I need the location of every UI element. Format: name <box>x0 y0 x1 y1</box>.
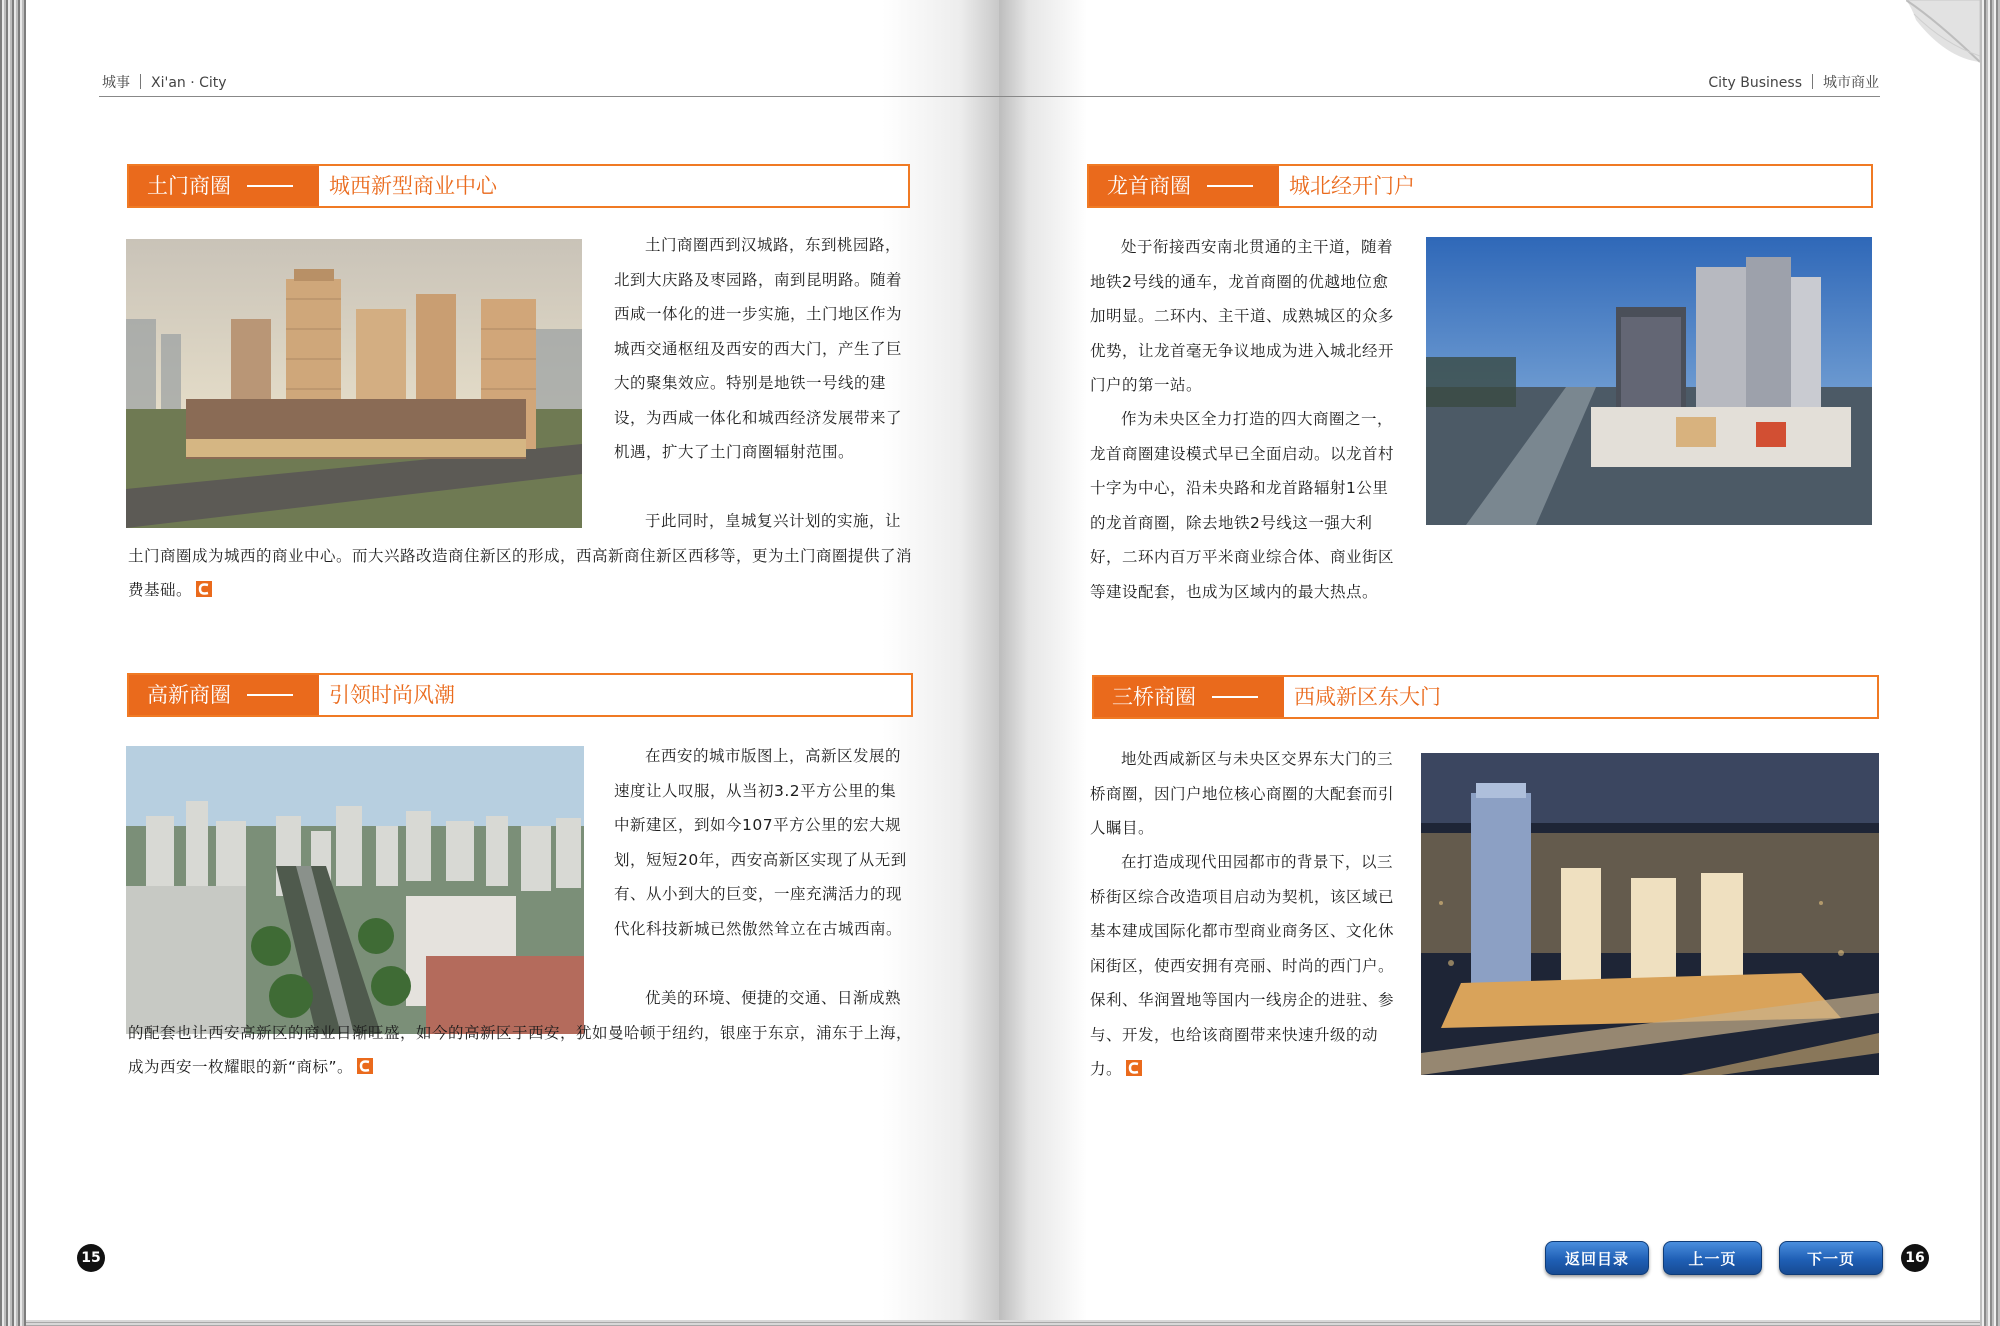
section-subtitle: 引领时尚风潮 <box>329 683 455 707</box>
tumen-text-wide: 于此同时，皇城复兴计划的实施，让土门商圈成为城西的商业中心。而大兴路改造商住新区的形成，西高新商住新区西移等，更为土门商圈提供了消费基础。 <box>128 512 913 599</box>
header-rule-left <box>99 96 999 97</box>
sanqiao-district-photo <box>1421 753 1879 1075</box>
next-page-button[interactable]: 下一页 <box>1779 1241 1883 1275</box>
gaoxin-text-wide: 优美的环境、便捷的交通、日渐成熟的配套也让西安高新区的商业日渐旺盛，如今的高新区于西安，犹如曼哈顿于纽约，银座于东京，浦东于上海，成为西安一枚耀眼的新“商标”。 <box>128 989 913 1076</box>
running-header-left <box>102 72 227 92</box>
tumen-text-column: 土门商圈西到汉城路，东到桃园路，北到大庆路及枣园路，南到昆明路。随着西咸一体化的进一步实施，土门地区作为城西交通枢纽及西安的西大门，产生了巨大的聚集效应。特别是地铁一号线的建设，为西咸一体化和城西经济发展带来了机遇，扩大了土门商圈辐射范围。 <box>614 236 903 461</box>
section-heading-gaoxin <box>127 673 913 717</box>
running-header-right <box>1708 72 1879 92</box>
header-english-label: City Business <box>1708 75 1802 91</box>
tumen-district-photo <box>126 239 582 528</box>
longshou-text-column-2: 作为未央区全力打造的四大商圈之一，龙首商圈建设模式早已全面启动。以龙首村十字为中心，沿未央路和龙首路辐射1公里的龙首商圈，除去地铁2号线这一强大利好，二环内百万平米商业综合体、商业街区等建设配套，也成为区域内的最大热点。 <box>1090 410 1395 601</box>
page-number-left: 15 <box>77 1244 105 1272</box>
section-tag: 三桥商圈 <box>1094 677 1284 717</box>
page-edges-left <box>0 0 26 1326</box>
section-tag: 高新商圈 <box>129 675 319 715</box>
page-curl-icon[interactable] <box>1906 0 1980 70</box>
gaoxin-text-column: 在西安的城市版图上，高新区发展的速度让人叹服，从当初3.2平方公里的集中新建区，到如今107平方公里的宏大规划，短短20年，西安高新区实现了从无到有、从小到大的巨变，一座充满活力的现代化科技新城已然傲然耸立在古城西南。 <box>614 747 907 938</box>
toc-button[interactable]: 返回目录 <box>1545 1241 1649 1275</box>
header-chinese-label: 城市商业 <box>1823 75 1879 91</box>
section-heading-sanqiao <box>1092 675 1879 719</box>
section-tag: 土门商圈 <box>129 166 319 206</box>
sanqiao-text-column: 地处西咸新区与未央区交界东大门的三桥商圈，因门户地位核心商圈的大配套而引人瞩目。 <box>1090 750 1395 837</box>
page-edges-right <box>1980 0 2000 1326</box>
section-heading-tumen <box>127 164 910 208</box>
header-rule-right <box>999 96 1880 97</box>
section-tag: 龙首商圈 <box>1089 166 1279 206</box>
section-heading-longshou <box>1087 164 1873 208</box>
page-edges-bottom <box>26 1320 1980 1326</box>
header-section-label: 城事 <box>102 75 130 91</box>
section-subtitle: 城北经开门户 <box>1289 174 1415 198</box>
header-city-label: Xi'an · City <box>151 75 227 91</box>
end-mark-icon <box>196 581 212 597</box>
end-mark-icon <box>1126 1060 1142 1076</box>
end-mark-icon <box>357 1058 373 1074</box>
longshou-district-photo <box>1426 237 1872 525</box>
section-subtitle: 城西新型商业中心 <box>329 174 497 198</box>
section-subtitle: 西咸新区东大门 <box>1294 685 1441 709</box>
prev-page-button[interactable]: 上一页 <box>1663 1241 1762 1275</box>
longshou-text-column: 处于衔接西安南北贯通的主干道，随着地铁2号线的通车，龙首商圈的优越地位愈加明显。二环内、主干道、成熟城区的众多优势，让龙首毫无争议地成为进入城北经开门户的第一站。 <box>1090 238 1395 394</box>
sanqiao-text-column-2: 在打造成现代田园都市的背景下，以三桥街区综合改造项目启动为契机，该区域已基本建成国际化都市型商业商务区、文化休闲街区，使西安拥有亮丽、时尚的西门户。保利、华润置地等国内一线房企的进驻、参与、开发，也给该商圈带来快速升级的动力。 <box>1090 853 1395 1078</box>
page-number-right: 16 <box>1901 1244 1929 1272</box>
